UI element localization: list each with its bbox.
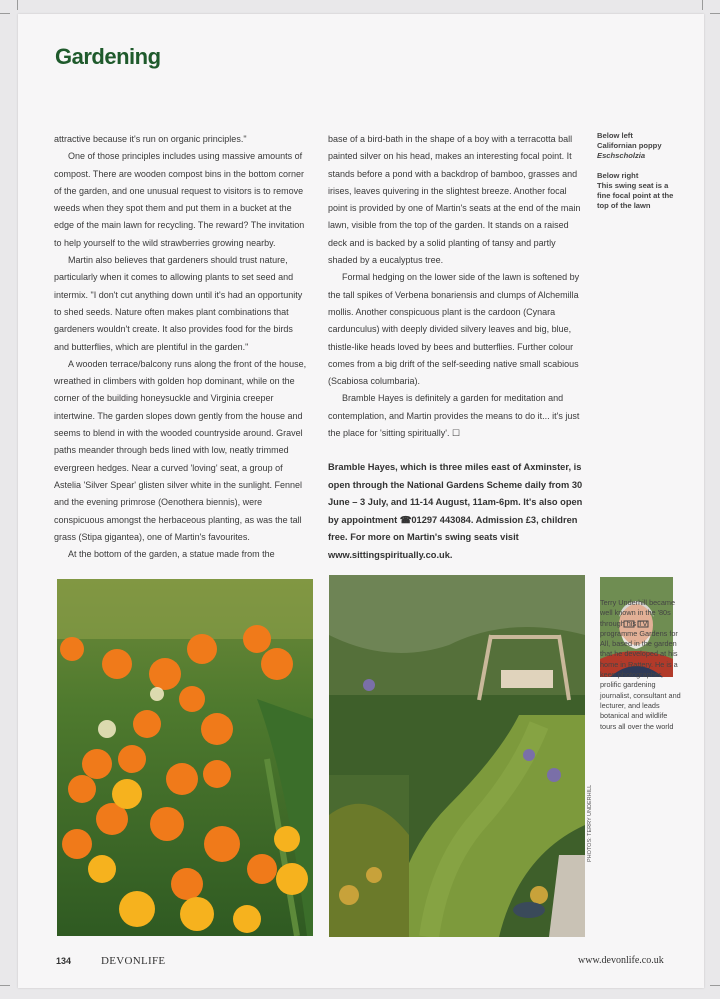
paragraph: A wooden terrace/balcony runs along the front of the house, wreathed in climbers with golden hop dominant, while on the corner of the building honeysuckle and Virginia creeper intertwine. The garden slopes down gently from the house and seems to blend in with the wooded countryside around. Gravel paths meander through beds lined with low, neatly trimmed evergreen hedges. Near a curved 'loving' seat, a group of Astelia 'Silver Spear' glisten silver white in the sunlight. Fennel and the evening primrose (Oenothera biennis), were conspicuous amongst the herbaceous planting, as was the tall grass (Stipa gigantea), one of Martin's favourites. bbox=[54, 358, 307, 542]
author-bio: Terry Underhill became well known in the '80s through his TV programme Gardens for All, based in the garden that he developed at his home in Rattery. He is a keen photographer, prolific gardening journalist, consultant and lecturer, and leads botanical and wildlife tours all over the world bbox=[600, 598, 681, 731]
paragraph: base of a bird-bath in the shape of a boy with a terracotta ball painted silver on his head, makes an interesting focal point. It stands before a pond with a backdrop of bamboo, grasses and irises, leaves quivering in the slightest breeze. Another focal point is provided by one of Martin's seats at the end of the main lawn, visible from the top of the garden. It stands on a raised deck and is backed by a solid planting of tansy and partly shaded by a eucalyptus tree. bbox=[328, 134, 581, 266]
magazine-url: www.devonlife.co.uk bbox=[578, 955, 664, 966]
paragraph: One of those principles includes using massive amounts of compost. There are wooden compost bins in the bottom corner of the garden, and one unusual request to visitors is to remove weeds when they spot them and put them in a bucket at the edge of the main lawn for recycling. The reward? The invitation to help yourself to the wild strawberries growing nearby. bbox=[54, 151, 305, 248]
magazine-name: DEVONLIFE bbox=[101, 955, 166, 967]
caption-species: Eschscholzia bbox=[597, 151, 646, 160]
article-column-1 bbox=[54, 131, 310, 563]
caption-label: Below left bbox=[597, 131, 633, 140]
section-title: Gardening bbox=[55, 44, 161, 69]
crop-mark bbox=[710, 985, 720, 986]
paragraph: attractive because it's run on organic principles." bbox=[54, 134, 247, 144]
crop-mark bbox=[17, 0, 18, 10]
caption-label: Below right bbox=[597, 171, 639, 180]
magazine-page bbox=[18, 14, 704, 988]
caption-below-left bbox=[597, 131, 677, 161]
caption-text: Californian poppy bbox=[597, 141, 662, 150]
paragraph: Martin also believes that gardeners should trust nature, particularly when it comes to allowing plants to set seed and intermix. "I don't cut anything down until it's had an opportunity to shed seeds. Nature often makes plant combinations that gardeners wouldn't create. It also provides food for the birds and butterflies, which are plentiful in the garden." bbox=[54, 255, 303, 352]
article-column-2 bbox=[328, 131, 586, 564]
crop-mark bbox=[710, 13, 720, 14]
crop-mark bbox=[0, 13, 10, 14]
paragraph: Bramble Hayes is definitely a garden for meditation and contemplation, and Martin provides the means to do it... it's just the place for 'sitting spiritually'. ☐ bbox=[328, 393, 580, 439]
page-number: 134 bbox=[56, 956, 72, 966]
caption-below-right bbox=[597, 171, 677, 211]
crop-mark bbox=[702, 0, 703, 10]
paragraph: Formal hedging on the lower side of the lawn is softened by the tall spikes of Verbena bonariensis and clumps of Alchemilla mollis. Another conspicuous plant is the cardoon (Cynara cardunculus) with deeply divided silvery leaves and big, blue, thistle-like heads loved by bees and butterflies. Further colour comes from a big drift of the self-seeding native small scabious (Scabiosa columbaria). bbox=[328, 272, 580, 387]
visitor-info-box: Bramble Hayes, which is three miles east of Axminster, is open through the National Gardens Scheme daily from 30 June – 3 July, and 11-14 August, 11am-6pm. It's also open by appointment ☎01297 443084. Admission £3, children free. For more on Martin's swing seats visit www.sittingspiritually.co.uk. bbox=[328, 462, 583, 560]
paragraph: At the bottom of the garden, a statue made from the bbox=[68, 549, 275, 560]
garden-swing-photo bbox=[329, 575, 585, 937]
photo-credit: PHOTOS: TERRY UNDERHILL bbox=[587, 784, 593, 862]
crop-mark bbox=[0, 985, 10, 986]
caption-text: This swing seat is a fine focal point at the top of the lawn bbox=[597, 181, 674, 210]
poppy-photo bbox=[57, 579, 313, 936]
